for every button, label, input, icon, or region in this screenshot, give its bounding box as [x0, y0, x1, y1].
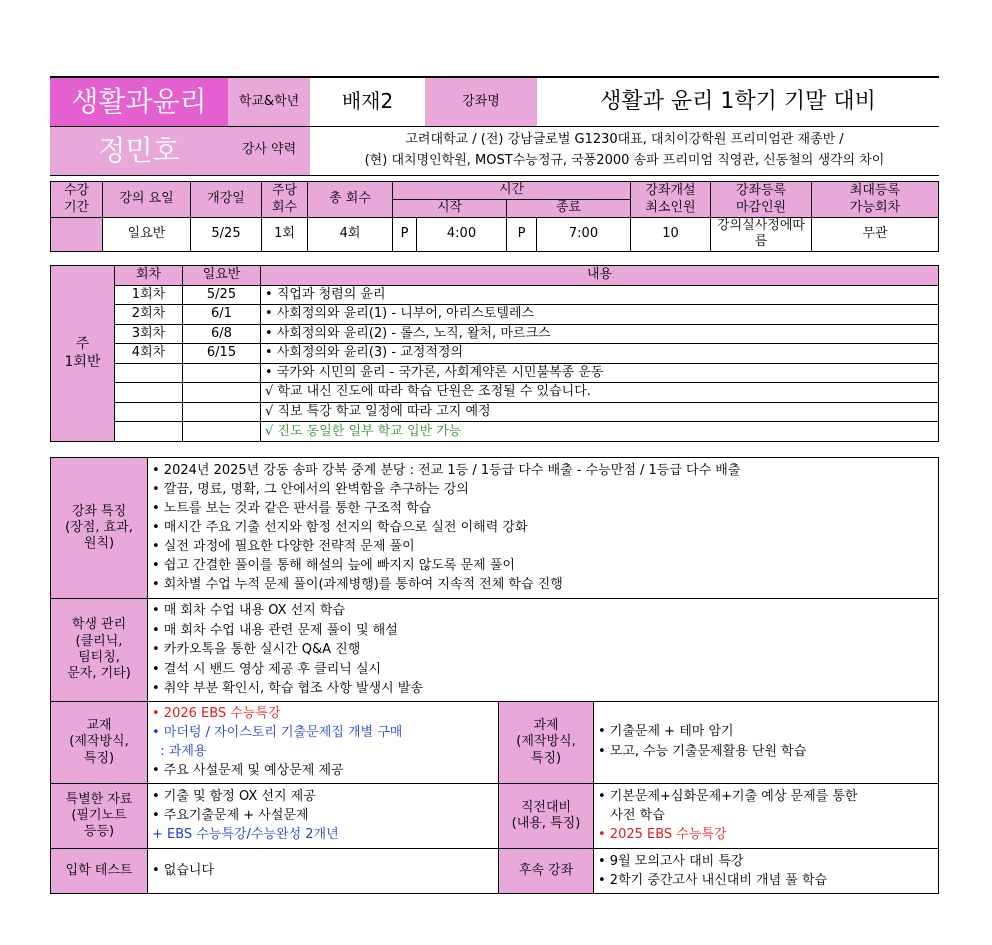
list-item: • 쉽고 간결한 풀이를 통해 해설의 늪에 빠지지 않도록 문제 풀이: [152, 558, 515, 574]
start-date-value: 5/25: [191, 218, 262, 252]
session-cell: [115, 402, 183, 422]
day-value: 일요반: [103, 218, 191, 252]
course-header: [50, 76, 939, 176]
prep-item-1: • 기본문제+심화문제+기출 예상 문제를 통한: [598, 789, 858, 805]
table-row: [51, 402, 939, 422]
list-item: • 실전 과정에 필요한 다양한 전략적 문제 풀이: [152, 539, 415, 555]
min-label: 강좌개설 최소인원: [631, 182, 711, 218]
teacher-bio: [310, 126, 939, 175]
curriculum-table: [50, 265, 939, 442]
next-course-label: 후속 강좌: [499, 848, 594, 893]
col-content: 내용: [261, 266, 939, 286]
day-label: 강의 요일: [103, 182, 191, 218]
content-cell: • 국가와 시민의 윤리 - 국가론, 사회계약론 시민불복종 운동: [261, 363, 939, 383]
content-cell: √ 학교 내신 진도에 따라 학습 단원은 조정될 수 있습니다.: [261, 383, 939, 403]
session-cell: [115, 422, 183, 442]
deadline-value: 강의실사정에따름: [711, 218, 812, 252]
subject-title: 생활과윤리: [50, 77, 228, 126]
weekly-label: 주당 회수: [262, 182, 308, 218]
session-cell: 1회차: [115, 285, 183, 305]
details-table: [50, 457, 939, 894]
session-cell: 3회차: [115, 324, 183, 344]
teacher-name: 정민호: [50, 126, 228, 175]
list-item: • 결석 시 밴드 영상 제공 후 클리닉 실시: [152, 661, 382, 677]
date-cell: [183, 422, 261, 442]
prep-item-2: 사전 학습: [598, 808, 665, 824]
table-row: [51, 305, 939, 325]
next-course-cell: [594, 848, 939, 893]
special-item-2: • 주요기출문제 + 사설문제: [152, 808, 309, 824]
management-label: 학생 관리 (클리닉, 팀티칭, 문자, 기타): [51, 598, 148, 701]
content-cell: • 사회정의와 윤리(3) - 교정적정의: [261, 344, 939, 364]
date-cell: 5/25: [183, 285, 261, 305]
management-cell: [148, 598, 939, 701]
date-cell: 6/15: [183, 344, 261, 364]
max-value: 무관: [812, 218, 939, 252]
special-label: 특별한 자료 (필기노트 등등): [51, 784, 148, 848]
list-item: • 매시간 주요 기출 선지와 함정 선지의 학습으로 실전 이해력 강화: [152, 520, 528, 536]
list-item: • 취약 부분 확인시, 학습 협조 사항 발생시 발송: [152, 681, 423, 697]
list-item: • 카카오톡을 통한 실시간 Q&A 진행: [152, 642, 361, 658]
material-item-4: • 주요 사설문제 및 예상문제 제공: [152, 763, 344, 779]
bio-line-2: (현) 대치명인학원, MOST수능정규, 국풍2000 송파 프리미엄 직영관, 신동철의 생각의 차이: [364, 152, 885, 168]
list-item: • 노트를 보는 것과 같은 판서를 통한 구조적 학습: [152, 501, 432, 517]
course-label: 강좌명: [425, 77, 537, 126]
next-course-item-1: • 9월 모의고사 대비 특강: [598, 853, 744, 869]
material-item-3: : 과제용: [152, 744, 207, 760]
list-item: • 깔끔, 명료, 명확, 그 안에서의 완벽함을 추구하는 강의: [152, 482, 469, 498]
session-cell: [115, 363, 183, 383]
max-label: 최대등록 가능회차: [812, 182, 939, 218]
features-label: 강좌 특징 (장점, 효과, 원칙): [51, 458, 148, 599]
deadline-label: 강좌등록 마감인원: [711, 182, 812, 218]
table-row: [51, 363, 939, 383]
school-label: 학교&학년: [228, 77, 310, 126]
list-item: • 매 회차 수업 내용 관련 문제 풀이 및 해설: [152, 622, 398, 638]
date-cell: [183, 383, 261, 403]
table-row: [51, 285, 939, 305]
entry-test-label: 입학 테스트: [51, 848, 148, 893]
end-ampm: P: [507, 218, 537, 252]
table-row: [51, 324, 939, 344]
time-label: 시간: [393, 182, 631, 200]
entry-test-value: • 없습니다: [148, 848, 499, 893]
col-session: 회차: [115, 266, 183, 286]
col-class: 일요반: [183, 266, 261, 286]
prep-cell: [594, 784, 939, 848]
material-item-1: • 2026 EBS 수능특강: [152, 706, 281, 722]
bio-line-1: 고려대학교 / (전) 강남글로벌 G1230대표, 대치이강학원 프리미엄관 재종반 /: [405, 132, 844, 148]
content-cell: • 사회정의와 윤리(1) - 니부어, 아리스토텔레스: [261, 305, 939, 325]
session-cell: 4회차: [115, 344, 183, 364]
date-cell: [183, 402, 261, 422]
start-time-value: 4:00: [417, 218, 507, 252]
materials-cell: [148, 701, 499, 784]
curriculum-side-label: 주 1회반: [51, 266, 115, 442]
date-cell: [183, 363, 261, 383]
bio-label: 강사 약력: [228, 126, 310, 175]
start-date-label: 개강일: [191, 182, 262, 218]
special-cell: [148, 784, 499, 848]
session-cell: [115, 383, 183, 403]
homework-cell: [594, 701, 939, 784]
material-item-2: • 마더텅 / 자이스토리 기출문제집 개별 구매: [152, 725, 403, 741]
homework-label: 과제 (제작방식, 특징): [499, 701, 594, 784]
start-ampm: P: [393, 218, 417, 252]
special-item-3: + EBS 수능특강/수능완성 2개년: [152, 827, 339, 843]
homework-item-1: • 기출문제 + 테마 암기: [598, 724, 734, 740]
special-item-1: • 기출 및 함정 OX 선지 제공: [152, 789, 316, 805]
session-cell: 2회차: [115, 305, 183, 325]
table-row: [51, 344, 939, 364]
table-row: [51, 383, 939, 403]
total-label: 총 회수: [308, 182, 393, 218]
table-row: [51, 422, 939, 442]
next-course-item-2: • 2학기 중간고사 내신대비 개념 풀 학습: [598, 872, 828, 888]
content-cell: √ 직보 특강 학교 일정에 따라 고지 예정: [261, 402, 939, 422]
content-cell: • 직업과 청렴의 윤리: [261, 285, 939, 305]
period-label: 수강 기간: [51, 182, 103, 218]
end-time-label: 종료: [507, 200, 631, 218]
period-spacer: [51, 218, 103, 252]
features-cell: [148, 458, 939, 599]
list-item: • 매 회차 수업 내용 OX 선지 학습: [152, 603, 346, 619]
start-time-label: 시작: [393, 200, 507, 218]
list-item: • 회차별 수업 누적 문제 풀이(과제병행)를 통하여 지속적 전체 학습 진행: [152, 577, 563, 593]
total-value: 4회: [308, 218, 393, 252]
min-value: 10: [631, 218, 711, 252]
prep-item-3: • 2025 EBS 수능특강: [598, 827, 727, 843]
end-time-value: 7:00: [537, 218, 631, 252]
homework-item-2: • 모고, 수능 기출문제활용 단원 학습: [598, 744, 807, 760]
content-cell: √ 진도 동일한 일부 학교 입반 가능: [261, 422, 939, 442]
school-value: 배재2: [310, 77, 425, 126]
materials-label: 교재 (제작방식, 특징): [51, 701, 148, 784]
content-cell: • 사회정의와 윤리(2) - 롤스, 노직, 왈처, 마르크스: [261, 324, 939, 344]
list-item: • 2024년 2025년 강동 송파 강북 중계 분당 : 전교 1등 / 1등급 다수 배출 - 수능만점 / 1등급 다수 배출: [152, 463, 741, 479]
weekly-value: 1회: [262, 218, 308, 252]
course-title: 생활과 윤리 1학기 기말 대비: [537, 77, 939, 126]
prep-label: 직전대비 (내용, 특징): [499, 784, 594, 848]
schedule-table: [50, 181, 939, 252]
date-cell: 6/8: [183, 324, 261, 344]
date-cell: 6/1: [183, 305, 261, 325]
